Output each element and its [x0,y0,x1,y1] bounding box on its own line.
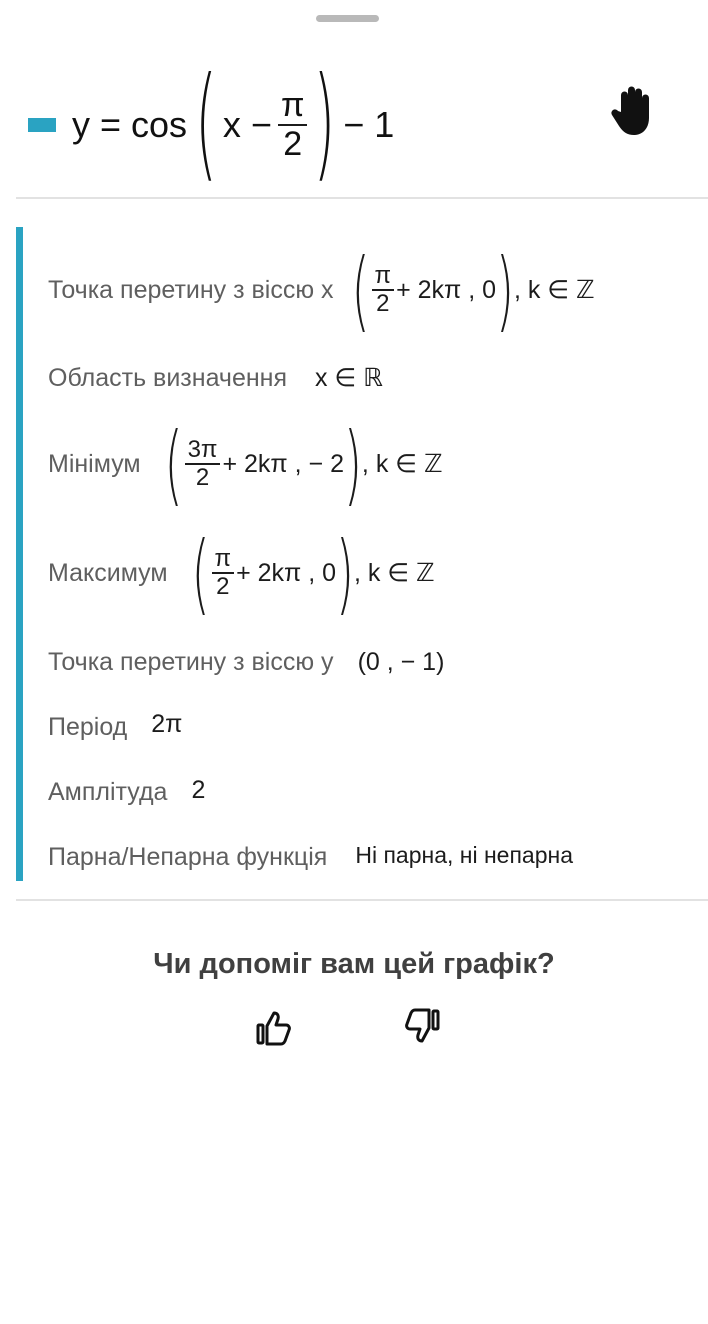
left-paren: ( [191,521,210,625]
expression-frac-den: 2 [283,125,303,163]
properties-accent-bar [16,227,23,881]
value-rest: + 2kπ , 0 [236,558,337,587]
property-label: Амплітуда [48,777,168,806]
property-parity [48,839,573,875]
property-period [48,709,182,745]
thumbs-up-button[interactable] [252,1006,296,1050]
property-label: Максимум [48,558,168,587]
function-expression [72,52,395,196]
graph-color-chip [28,118,56,132]
property-label: Точка перетину з віссю y [48,647,334,676]
expression-tail: − 1 [343,104,395,145]
right-paren: ) [336,521,354,625]
property-value: Ні парна, ні непарна [355,841,573,868]
right-paren: ) [343,412,362,516]
property-value: (0 , − 1) [357,647,445,676]
property-label: Період [48,712,128,741]
thumbs-down-button[interactable] [400,1004,444,1048]
feedback-question: Чи допоміг вам цей графік? [153,948,555,980]
property-amplitude [48,774,205,810]
property-value [351,238,595,342]
drag-handle[interactable] [316,15,379,22]
expression-right-paren: ) [313,52,336,196]
property-value: x ∈ ℝ [315,364,383,392]
value-fraction [212,546,235,601]
property-value: 2 [191,775,206,804]
property-value: 2π [151,709,183,738]
divider-bottom [16,899,708,901]
left-paren: ( [351,238,370,342]
frac-den: 2 [216,573,230,600]
value-suffix: , k ∈ ℤ [361,450,443,478]
expression-lhs: y = cos [72,104,188,145]
value-suffix: , k ∈ ℤ [354,559,435,587]
property-value [164,412,443,516]
value-fraction [372,263,395,318]
value-rest: + 2kπ , 0 [396,275,497,304]
frac-num: π [374,261,392,289]
expression-left-paren: ( [195,52,217,196]
property-label: Парна/Непарна функція [48,842,328,871]
frac-den: 2 [195,464,210,491]
frac-num: π [214,544,232,572]
expression-variable: x − [222,104,272,145]
frac-den: 2 [376,290,390,317]
value-fraction [185,437,221,492]
expression-fraction [278,87,307,164]
left-paren: ( [164,412,183,516]
expression-frac-num: π [280,85,305,124]
frac-num: 3π [187,435,218,463]
value-rest: + 2kπ , − 2 [222,449,344,478]
property-maximum [48,521,435,625]
value-suffix: , k ∈ ℤ [513,276,595,304]
hand-icon[interactable] [608,82,658,138]
property-label: Точка перетину з віссю x [48,275,334,304]
thumbs-up-icon [254,1008,294,1048]
right-paren: ) [496,238,514,342]
property-value [191,521,435,625]
property-minimum [48,412,443,516]
property-y-intercept [48,642,444,682]
property-label: Область визначення [48,363,288,392]
property-label: Мінімум [48,449,141,478]
thumbs-down-icon [402,1006,442,1046]
divider-top [16,197,708,199]
property-x-intercept [48,238,595,342]
property-domain [48,360,383,396]
